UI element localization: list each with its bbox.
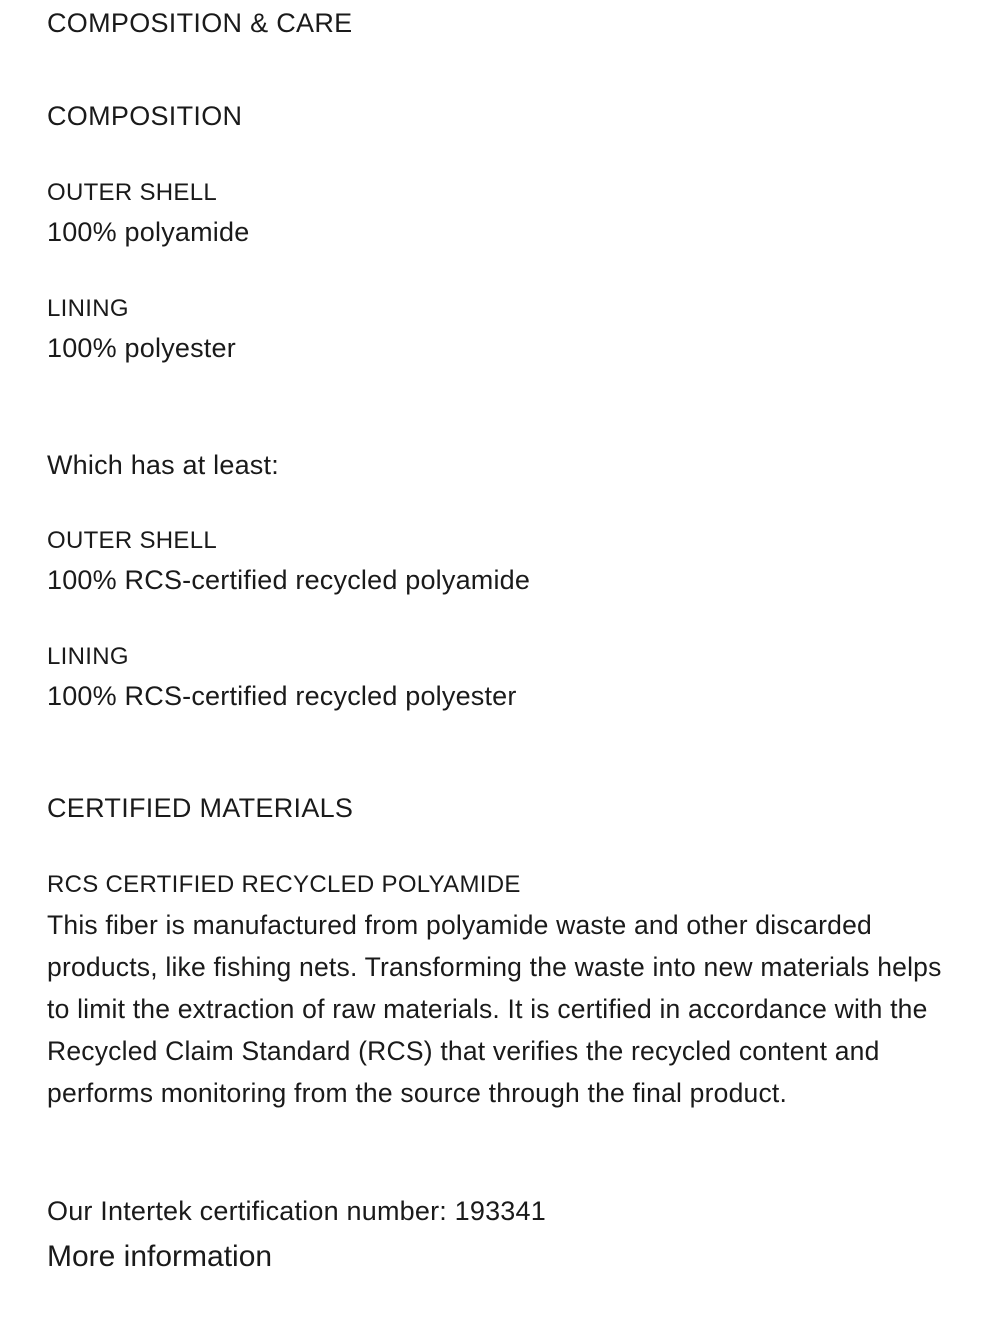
lining-label: LINING — [47, 295, 129, 322]
outer-shell-value: 100% polyamide — [47, 217, 250, 247]
material-description: This fiber is manufactured from polyamide waste and other discarded products, like fishing nets. Transforming the waste into new materials helps to limit the extraction of raw materials. It is certified in accordance with the Recycled Claim Standard (RCS) that verifies the recycled content and performs monitoring from the source through the final product. — [47, 910, 942, 1108]
certified-materials-heading: CERTIFIED MATERIALS — [47, 793, 354, 823]
recycled-lining-value: 100% RCS-certified recycled polyester — [47, 681, 517, 711]
more-information-link[interactable]: More information — [47, 1240, 273, 1273]
outer-shell-label: OUTER SHELL — [47, 179, 218, 206]
recycled-lining-label: LINING — [47, 643, 129, 670]
composition-heading: COMPOSITION — [47, 101, 243, 131]
certification-number: Our Intertek certification number: 193341 — [47, 1196, 546, 1226]
minimum-intro: Which has at least: — [47, 450, 279, 480]
recycled-outer-shell-label: OUTER SHELL — [47, 527, 218, 554]
lining-value: 100% polyester — [47, 333, 236, 363]
material-title: RCS CERTIFIED RECYCLED POLYAMIDE — [47, 871, 521, 898]
recycled-outer-shell-value: 100% RCS-certified recycled polyamide — [47, 565, 531, 595]
section-title: COMPOSITION & CARE — [47, 8, 353, 38]
